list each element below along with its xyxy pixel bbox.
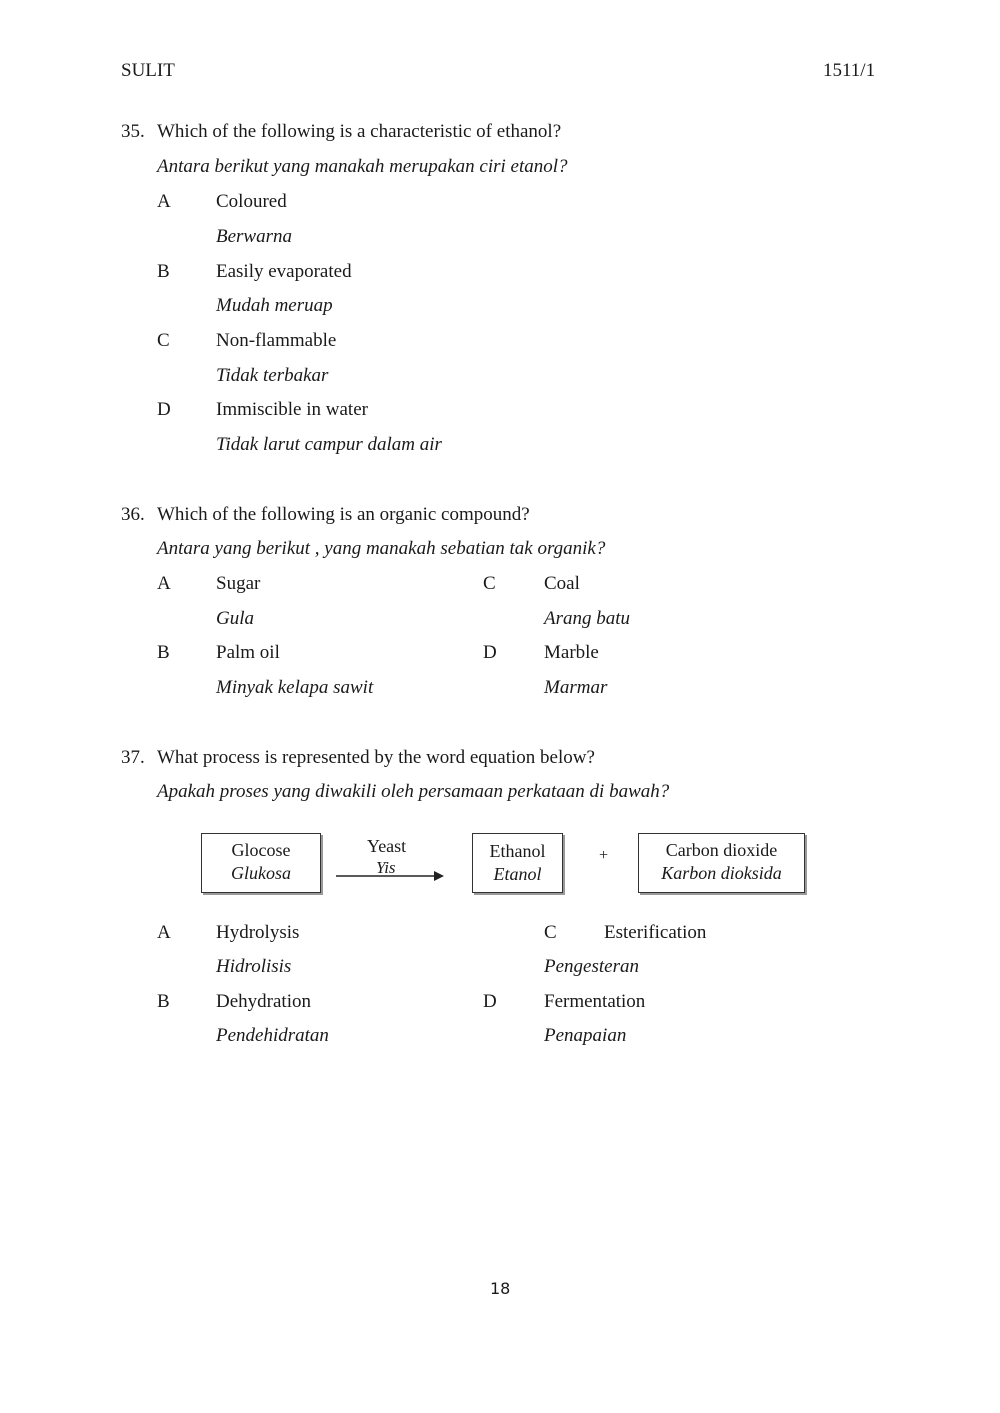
catalyst-en: Yeast — [367, 836, 407, 856]
option-text-en: Immiscible in water — [216, 399, 368, 420]
product2-box — [638, 833, 805, 893]
header-left: SULIT — [121, 60, 175, 81]
question-text-ms: Antara berikut yang manakah merupakan ciri etanol? — [157, 156, 568, 177]
option-text-ms: Tidak terbakar — [216, 365, 329, 386]
catalyst-ms: Yis — [376, 858, 396, 877]
option-letter[interactable]: B — [157, 991, 170, 1012]
option-text-en: Palm oil — [216, 642, 280, 663]
product1-en: Ethanol — [489, 841, 546, 861]
reactant-ms: Glukosa — [231, 863, 291, 883]
reactant-en: Glocose — [231, 840, 291, 860]
option-text-ms: Pengesteran — [544, 956, 639, 977]
option-letter[interactable]: D — [157, 399, 171, 420]
product1-box — [472, 833, 563, 893]
option-letter[interactable]: D — [483, 991, 497, 1012]
option-letter[interactable]: D — [483, 642, 497, 663]
option-letter[interactable]: B — [157, 642, 170, 663]
option-text-ms: Berwarna — [216, 226, 292, 247]
option-text-en: Dehydration — [216, 991, 311, 1012]
question-text-en: Which of the following is a characteristic of ethanol? — [157, 121, 562, 142]
option-text-ms: Pendehidratan — [216, 1025, 329, 1046]
header-right: 1511/1 — [823, 60, 876, 81]
question-number: 37. — [121, 747, 145, 768]
question-text-ms: Apakah proses yang diwakili oleh persamaan perkataan di bawah? — [157, 781, 670, 802]
option-text-en: Sugar — [216, 573, 261, 594]
question-text-ms: Antara yang berikut , yang manakah sebatian tak organik? — [157, 538, 606, 559]
option-letter[interactable]: C — [544, 922, 557, 943]
option-text-ms: Gula — [216, 608, 254, 629]
product2-en: Carbon dioxide — [665, 840, 778, 860]
question-number: 36. — [121, 504, 145, 525]
option-text-en: Coloured — [216, 191, 287, 212]
option-letter[interactable]: C — [483, 573, 496, 594]
option-text-ms: Mudah meruap — [216, 295, 333, 316]
option-text-en: Non-flammable — [216, 330, 337, 351]
option-letter[interactable]: A — [157, 922, 171, 943]
option-text-en: Fermentation — [544, 991, 646, 1012]
option-text-en: Marble — [544, 642, 599, 663]
option-text-ms: Tidak larut campur dalam air — [216, 434, 442, 455]
option-text-ms: Arang batu — [544, 608, 631, 629]
option-letter[interactable]: C — [157, 330, 170, 351]
reactant-box — [201, 833, 321, 893]
question-text-en: What process is represented by the word equation below? — [157, 747, 595, 768]
product2-ms: Karbon dioksida — [661, 863, 782, 883]
option-text-en: Coal — [544, 573, 580, 594]
option-text-en: Easily evaporated — [216, 261, 352, 282]
option-text-ms: Penapaian — [544, 1025, 627, 1046]
option-text-en: Hydrolysis — [216, 922, 300, 943]
option-text-ms: Marmar — [544, 677, 608, 698]
option-letter[interactable]: A — [157, 573, 171, 594]
question-number: 35. — [121, 121, 145, 142]
plus-sign: + — [599, 847, 609, 864]
option-text-en: Esterification — [604, 922, 707, 943]
option-text-ms: Hidrolisis — [216, 956, 292, 977]
option-text-ms: Minyak kelapa sawit — [216, 677, 374, 698]
option-letter[interactable]: A — [157, 191, 171, 212]
page-number: 18 — [490, 1279, 511, 1298]
option-letter[interactable]: B — [157, 261, 170, 282]
reaction-arrow — [336, 869, 446, 883]
question-text-en: Which of the following is an organic compound? — [157, 504, 530, 525]
product1-ms: Etanol — [493, 864, 542, 884]
